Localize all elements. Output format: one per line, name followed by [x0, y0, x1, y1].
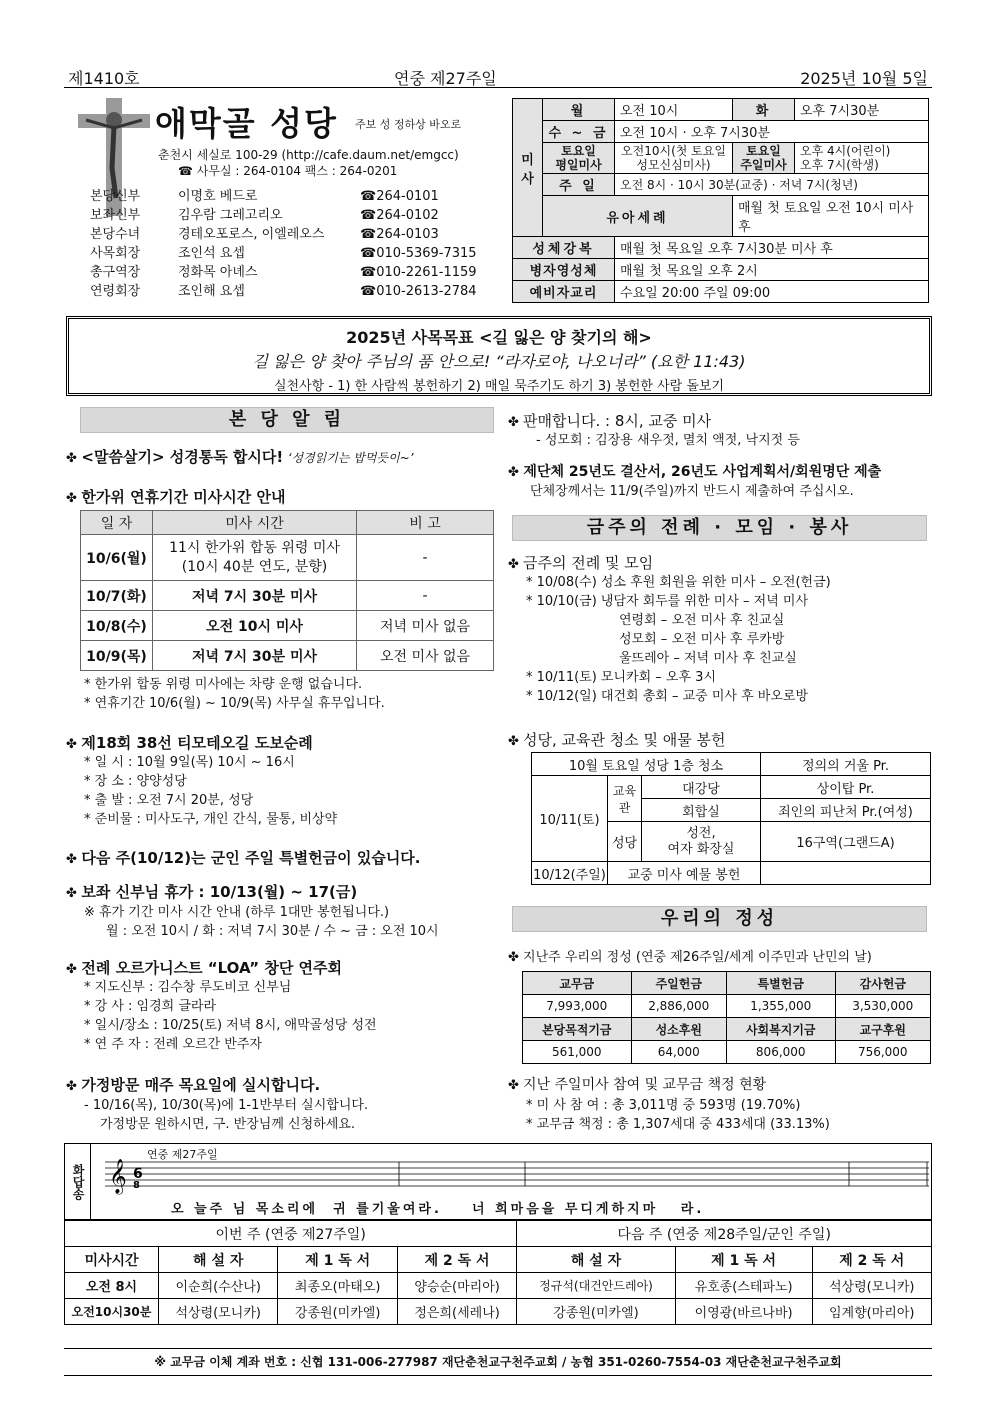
staff-role: 본당신부 [90, 189, 141, 204]
cleaning-table [531, 752, 931, 885]
table-cell: 석상령(모니카) [812, 1273, 932, 1299]
mass-schedule [512, 98, 929, 303]
staff-phone: 010-2613-2784 [376, 284, 477, 299]
table-cell: 강종원(미카엘) [517, 1299, 675, 1325]
table-cell: 756,000 [835, 1041, 931, 1064]
detail-line: * 일시/장소 : 10/25(토) 저녁 8시, 애막골성당 성전 [84, 1018, 377, 1033]
staff-row [90, 244, 477, 263]
attendance-line: * 미 사 참 여 : 총 3,011명 중 593명 (19.70%) [526, 1098, 801, 1113]
liturgy-item: * 10/11(토) 모니카회 – 오후 3시 [526, 670, 717, 685]
staff-role: 보좌신부 [90, 208, 141, 223]
address: 춘천시 세실로 100-29 (http://cafe.daum.net/emgcc) [158, 148, 459, 162]
catechumen-class: 예비자교리 [513, 281, 615, 303]
detail-line: 가정방문 원하시면, 구. 반장님께 신청하세요. [100, 1117, 355, 1132]
table-cell: 오전 8시 [65, 1273, 159, 1299]
table-cell: 저녁 7시 30분 미사 [153, 641, 357, 671]
detail-line: ※ 휴가 기간 미사 시간 안내 (하루 1대만 봉헌됩니다.) [84, 905, 390, 920]
table-cell: 저녁 7시 30분 미사 [153, 581, 357, 611]
detail-line: * 지도신부 : 김수창 루도비코 신부님 [84, 980, 292, 995]
table-cell: 10/6(월) [81, 535, 153, 581]
attendance-details [526, 1096, 830, 1134]
staff-row [90, 187, 477, 206]
account-footer: ※ 교무금 이체 계좌 번호 : 신협 131-006-277987 재단춘천교구천주교회 / 농협 351-0260-7554-03 재단춘천교구천주교회 [64, 1348, 932, 1376]
table-cell: 11시 한가위 합동 위령 미사 (10시 40분 연도, 분향) [153, 535, 357, 581]
offering-table [522, 971, 931, 1064]
detail-line: * 강 사 : 임경희 글라라 [84, 999, 217, 1014]
catechumen-class-time: 수요일 20:00 주일 09:00 [615, 281, 929, 303]
section-parish-news: 본 당 알 림 [80, 407, 494, 433]
submit-detail: 단체장께서는 11/9(주일)까지 반드시 제출하여 주십시오. [530, 484, 854, 499]
parish-name: 애막골 성당 [155, 104, 338, 143]
table-cell: 감사헌금 [835, 972, 931, 995]
table-cell: 교무금 [523, 972, 632, 995]
mass-sat: 토요일 평일미사 [543, 143, 615, 174]
staff-role: 사목회장 [90, 246, 141, 261]
staff-role: 연령회장 [90, 284, 141, 299]
staff-role: 본당수녀 [90, 227, 141, 242]
table-cell: 10/9(목) [81, 641, 153, 671]
attendance-line: * 교무금 책정 : 총 1,307세대 중 433세대 (33.13%) [526, 1117, 830, 1132]
mass-sun-time: 오전 8시 · 10시 30분(교중) · 저녁 7시(청년) [615, 174, 929, 196]
notice-sale-title [508, 410, 711, 431]
table-cell: 정규석(대건안드레아) [517, 1273, 675, 1299]
season: 연중 제27주일 [394, 69, 497, 88]
table-cell: 오전 10시 미사 [153, 611, 357, 641]
table-cell: 64,000 [631, 1041, 726, 1064]
mass-wedfri-time: 오전 10시 · 오후 7시30분 [615, 121, 929, 143]
staff-list [90, 187, 477, 301]
table-cell: 1,355,000 [726, 995, 835, 1018]
staff-name: 정화목 아녜스 [178, 265, 258, 280]
psalm-label: 화답송 [65, 1144, 91, 1219]
sick-communion: 병자영성체 [513, 259, 615, 281]
notice-submit-title: ✤ 제단체 25년도 결산서, 26년도 사업계획서/회원명단 제출 [508, 461, 936, 481]
staff-name: 김우람 그레고리오 [178, 208, 283, 223]
attendance-title: ✤ 지난 주일미사 참여 및 교무금 책정 현황 [508, 1074, 766, 1094]
issue-date: 2025년 10월 5일 [800, 69, 928, 88]
holiday-notes [84, 675, 385, 713]
sick-communion-time: 매월 첫 목요일 오후 2시 [615, 259, 929, 281]
holiday-note: * 연휴기간 10/6(월) ~ 10/9(목) 사무실 휴무입니다. [84, 696, 385, 711]
mass-satsun-time: 오후 4시(어린이) 오후 7시(학생) [795, 143, 929, 174]
phone-icon: ☎ [360, 208, 377, 223]
holiday-note: * 한가위 합동 위령 미사에는 차량 운행 없습니다. [84, 677, 363, 692]
phone-icon: ☎ [360, 227, 377, 242]
table-cell: 7,993,000 [523, 995, 632, 1018]
mass-tue: 화 [733, 99, 795, 121]
table-cell: 대강당 [642, 776, 761, 799]
notice-bible [66, 446, 496, 467]
liturgy-item: 연령회 – 오전 미사 후 친교실 [619, 613, 785, 628]
table-cell: 상이탑 Pr. [761, 776, 931, 799]
detail-line: 월 : 오전 10시 / 화 : 저녁 7시 30분 / 수 ~ 금 : 오전 10시 [106, 924, 439, 939]
goal-practice: 실천사항 - 1) 한 사람씩 봉헌하기 2) 매일 묵주기도 하기 3) 봉헌한 사람 돌보기 [273, 379, 725, 394]
notice-vacation-title: ✤ 보좌 신부님 휴가 : 10/13(월) ~ 17(금) [66, 881, 357, 902]
liturgy-item: * 10/08(수) 성소 후원 회원을 위한 미사 – 오전(헌금) [526, 575, 831, 590]
table-cell: 저녁 미사 없음 [357, 611, 494, 641]
section-liturgy: 금주의 전례 · 모임 · 봉사 [512, 515, 927, 541]
psalm-lyrics: 오 늘주 님 목소리에 귀 를기울여라. 너 희마음을 무디게하지마 라. [171, 1202, 705, 1217]
table-cell: 10/12(주일) [532, 862, 608, 885]
staff-row [90, 282, 477, 301]
table-cell: 561,000 [523, 1041, 632, 1064]
table-cell: 양승순(마리아) [397, 1273, 516, 1299]
liturgy-item: * 10/12(일) 대건회 총회 – 교중 미사 후 바오로방 [526, 689, 809, 704]
staff-name: 이명호 베드로 [178, 189, 258, 204]
goal-motto: 길 잃은 양 찾아 주님의 품 안으로! “라자로야, 나오너라” (요한 11:43) [252, 352, 746, 371]
svg-text:6: 6 [133, 1166, 143, 1182]
table-cell: 806,000 [726, 1041, 835, 1064]
staff-name: 조인해 요셉 [178, 284, 245, 299]
table-cell: 정의의 거울 Pr. [761, 753, 931, 776]
table-cell: 사회복지기금 [726, 1018, 835, 1041]
notice-holiday-title: ✤ 한가위 연휴기간 미사시간 안내 [66, 486, 285, 507]
table-cell: 강종원(미카엘) [278, 1299, 397, 1325]
mass-mon: 월 [543, 99, 615, 121]
table-cell: 10/7(화) [81, 581, 153, 611]
parish-patron: 주보 성 정하상 바오로 [355, 118, 462, 131]
table-cell: 이순희(수산나) [159, 1273, 278, 1299]
phone-icon: ☎ [360, 284, 377, 299]
liturgy-list [526, 573, 831, 706]
detail-line: * 장 소 : 양양성당 [84, 774, 187, 789]
table-cell: 이영광(바르나바) [675, 1299, 812, 1325]
music-staff-icon [105, 1156, 929, 1196]
table-cell: 오전 미사 없음 [357, 641, 494, 671]
notice-military-sunday: ✤ 다음 주(10/12)는 군인 주일 특별헌금이 있습니다. [66, 847, 421, 868]
section-offering: 우리의 정성 [512, 906, 927, 932]
table-cell: - [357, 535, 494, 581]
col-note: 비 고 [357, 511, 494, 535]
staff-row [90, 263, 477, 282]
staff-phone: 264-0101 [376, 189, 439, 204]
table-cell: 제 2 독 서 [397, 1247, 516, 1273]
notice-concert-title: ✤ 전례 오르가니스트 “LOA” 창단 연주회 [66, 957, 342, 978]
detail-line: * 일 시 : 10월 9일(목) 10시 ~ 16시 [84, 755, 295, 770]
notice-pilgrimage-title: ✤ 제18회 38선 티모테오길 도보순례 [66, 732, 313, 753]
table-cell: 10월 토요일 성당 1층 청소 [532, 753, 761, 776]
mass-label: 미사 [513, 99, 543, 237]
staff-row [90, 206, 477, 225]
table-cell: 미사시간 [65, 1247, 159, 1273]
table-cell: 죄인의 피난처 Pr.(여성) [761, 799, 931, 822]
staff-name: 경테오포로스, 이엘레오스 [178, 227, 325, 242]
infant-baptism-time: 매월 첫 토요일 오전 10시 미사 후 [733, 196, 929, 237]
offering-title: ✤ 지난주 우리의 정성 (연중 제26주일/세계 이주민과 난민의 날) [508, 946, 872, 965]
mass-mon-time: 오전 10시 [615, 99, 733, 121]
detail-line: - 10/16(목), 10/30(목)에 1-1반부터 실시합니다. [84, 1098, 369, 1113]
svg-text:𝄞: 𝄞 [109, 1159, 127, 1194]
table-cell: 제 2 독 서 [812, 1247, 932, 1273]
liturgy-item: 울뜨레아 – 저녁 미사 후 친교실 [619, 651, 797, 666]
liturgy-item: 성모회 – 오전 미사 후 루카방 [619, 632, 785, 647]
table-cell: 석상령(모니카) [159, 1299, 278, 1325]
office-phone: ☎ 사무실 : 264-0104 팩스 : 264-0201 [178, 164, 398, 178]
pastoral-goal [66, 316, 932, 396]
table-cell: 교중 미사 예물 봉헌 [608, 862, 761, 885]
sale-text: 판매합니다. : 8시, 교중 미사 [523, 412, 712, 430]
table-cell: 성전, 여자 화장실 [642, 822, 761, 862]
table-cell: 3,530,000 [835, 995, 931, 1018]
table-cell: 교구후원 [835, 1018, 931, 1041]
col-date: 일 자 [81, 511, 153, 535]
table-cell: 성당 [608, 822, 642, 862]
holiday-mass-table [80, 510, 494, 671]
table-cell: 최종오(마태오) [278, 1273, 397, 1299]
next-week-header: 다음 주 (연중 제28주일/군인 주일) [517, 1221, 932, 1247]
mass-satsun: 토요일 주일미사 [733, 143, 795, 174]
table-cell: 본당목적기금 [523, 1018, 632, 1041]
table-cell: 성소후원 [631, 1018, 726, 1041]
detail-line: * 준비물 : 미사도구, 개인 간식, 물통, 비상약 [84, 812, 338, 827]
benediction-time: 매월 첫 목요일 오후 7시30분 미사 후 [615, 237, 929, 259]
table-cell: 2,886,000 [631, 995, 726, 1018]
mass-sat-time: 오전10시(첫 토요일 성모신심미사) [615, 143, 733, 174]
staff-role: 총구역장 [90, 265, 141, 280]
staff-phone: 010-5369-7315 [376, 246, 477, 261]
table-cell: 특별헌금 [726, 972, 835, 995]
table-cell: 10/11(토) [532, 776, 608, 862]
table-cell: 제 1 독 서 [675, 1247, 812, 1273]
responsorial-psalm [64, 1143, 932, 1220]
benediction: 성체강복 [513, 237, 615, 259]
goal-title: 2025년 사목목표 <길 잃은 양 찾기의 해> [346, 328, 652, 347]
psalm-title: 연중 제27주일 [147, 1148, 218, 1161]
table-cell: 주일헌금 [631, 972, 726, 995]
readers-table [64, 1220, 932, 1325]
top-line [64, 66, 932, 88]
table-cell: 오전10시30분 [65, 1299, 159, 1325]
notice-bible-title: ✤ <말씀살기> 성경통독 합시다! [66, 448, 283, 466]
issue-number: 제1410호 [68, 69, 140, 88]
table-cell: 회합실 [642, 799, 761, 822]
mass-sun: 주 일 [543, 174, 615, 196]
notice-bible-motto: ‘성경읽기는 밥먹듯이~’ [287, 451, 414, 465]
staff-name: 조인석 요셉 [178, 246, 245, 261]
table-cell: 교육관 [608, 776, 642, 822]
parish-contact [158, 147, 459, 179]
mass-wedfri: 수 ~ 금 [543, 121, 615, 143]
table-cell: 제 1 독 서 [278, 1247, 397, 1273]
col-time: 미사 시간 [153, 511, 357, 535]
table-cell: 16구역(그랜드A) [761, 822, 931, 862]
visit-details [84, 1096, 368, 1134]
staff-phone: 264-0103 [376, 227, 439, 242]
sale-detail: - 성모회 : 김장용 새우젓, 멸치 액젓, 낙지젓 등 [536, 433, 800, 448]
this-week-header: 이번 주 (연중 제27주일) [65, 1221, 517, 1247]
phone-icon: ☎ [360, 189, 377, 204]
staff-phone: 010-2261-1159 [376, 265, 477, 280]
liturgy-title: ✤ 금주의 전례 및 모임 [508, 552, 653, 573]
mass-tue-time: 오후 7시30분 [795, 99, 929, 121]
phone-icon: ☎ [360, 246, 377, 261]
table-cell: 임계향(마리아) [812, 1299, 932, 1325]
cleaning-title: ✤ 성당, 교육관 청소 및 애물 봉헌 [508, 729, 726, 750]
phone-icon: ☎ [360, 265, 377, 280]
staff-phone: 264-0102 [376, 208, 439, 223]
table-cell: 정은희(세레나) [397, 1299, 516, 1325]
svg-text:8: 8 [133, 1180, 140, 1191]
concert-details [84, 978, 377, 1054]
table-cell: 10/8(수) [81, 611, 153, 641]
detail-line: * 출 발 : 오전 7시 20분, 성당 [84, 793, 254, 808]
infant-baptism: 유아세례 [543, 196, 733, 237]
table-cell: 유호종(스테파노) [675, 1273, 812, 1299]
table-cell: 해 설 자 [159, 1247, 278, 1273]
table-cell: - [357, 581, 494, 611]
detail-line: * 연 주 자 : 전례 오르간 반주자 [84, 1037, 262, 1052]
notice-visit-title: ✤ 가정방문 매주 목요일에 실시합니다. [66, 1074, 320, 1095]
pilgrimage-details [84, 753, 337, 829]
liturgy-item: * 10/10(금) 냉담자 회두를 위한 미사 – 저녁 미사 [526, 594, 809, 609]
staff-row [90, 225, 477, 244]
table-cell: 해 설 자 [517, 1247, 675, 1273]
vacation-details [84, 903, 439, 941]
